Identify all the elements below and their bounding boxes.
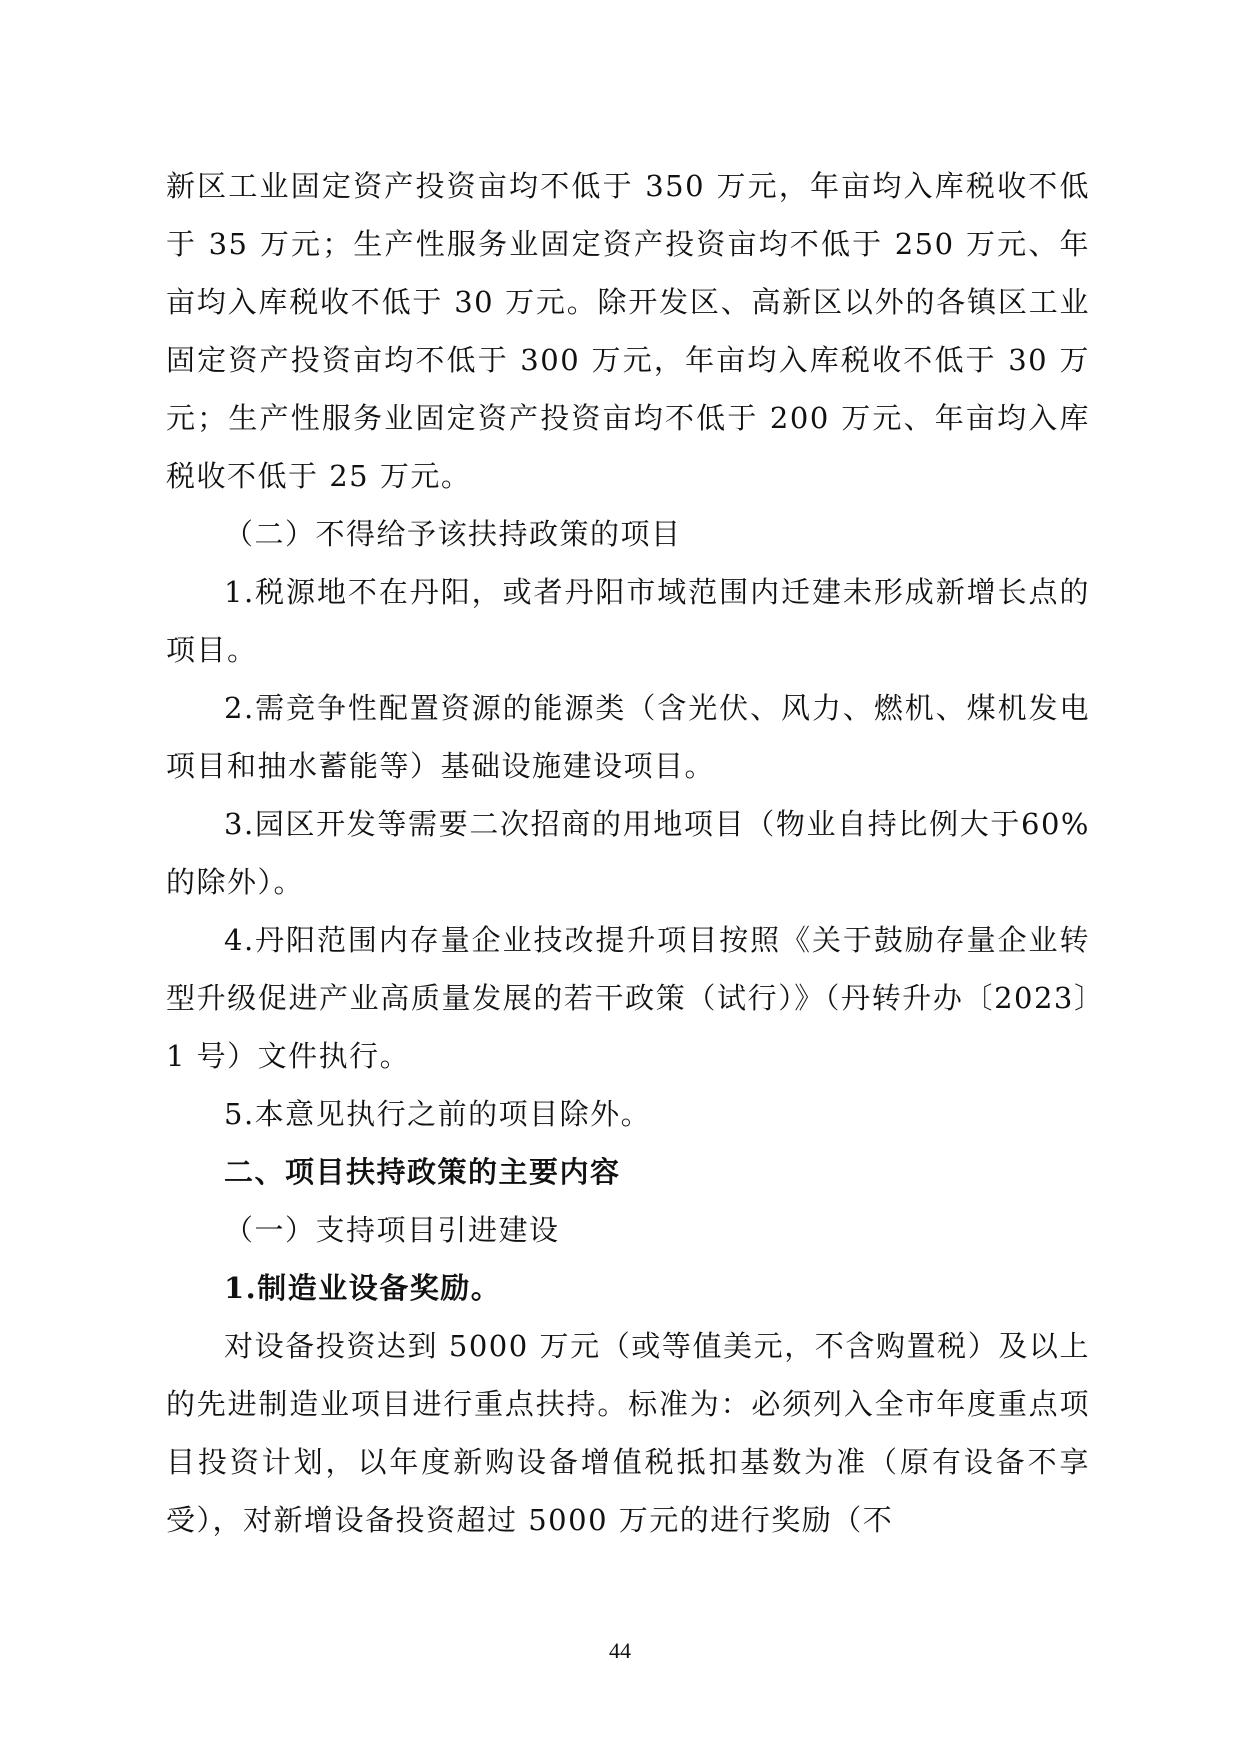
subheading-section-2: （二）不得给予该扶持政策的项目 (224, 517, 682, 551)
list-item-4: 4.丹阳范围内存量企业技改提升项目按照《关于鼓励存量企业转型升级促进产业高质量发展的若干政策（试行）》（丹转升办〔2023〕1 号）文件执行。 (166, 923, 1090, 1073)
subheading-section-1: （一）支持项目引进建设 (224, 1213, 560, 1247)
bold-heading-item-1: 1.制造业设备奖励。 (224, 1271, 502, 1305)
paragraph-continued: 新区工业固定资产投资亩均不低于 350 万元，年亩均入库税收不低于 35 万元；生产性服务业固定资产投资亩均不低于 250 万元、年亩均入库税收不低于 30 万元。除开发区、高新区以外的各镇区工业固定资产投资亩均不低于 300 万元，年亩均入库税收不低于 30 万元；生产性服务业固定资产投资亩均不低于 200 万元、年亩均入库税收不低于 25 万元。 (166, 169, 1090, 493)
main-heading-2: 二、项目扶持政策的主要内容 (224, 1155, 621, 1189)
paragraph-equipment-reward: 对设备投资达到 5000 万元（或等值美元，不含购置税）及以上的先进制造业项目进行重点扶持。标准为：必须列入全市年度重点项目投资计划，以年度新购设备增值税抵扣基数为准（原有设备不享受），对新增设备投资超过 5000 万元的进行奖励（不 (166, 1329, 1090, 1537)
list-item-5: 5.本意见执行之前的项目除外。 (224, 1097, 652, 1131)
list-item-3: 3.园区开发等需要二次招商的用地项目（物业自持比例大于60%的除外）。 (166, 807, 1090, 899)
page-number: 44 (609, 1638, 631, 1663)
list-item-1: 1.税源地不在丹阳，或者丹阳市域范围内迁建未形成新增长点的项目。 (166, 575, 1090, 667)
list-item-2: 2.需竞争性配置资源的能源类（含光伏、风力、燃机、煤机发电项目和抽水蓄能等）基础设施建设项目。 (166, 691, 1090, 783)
body-text (166, 157, 1090, 1549)
